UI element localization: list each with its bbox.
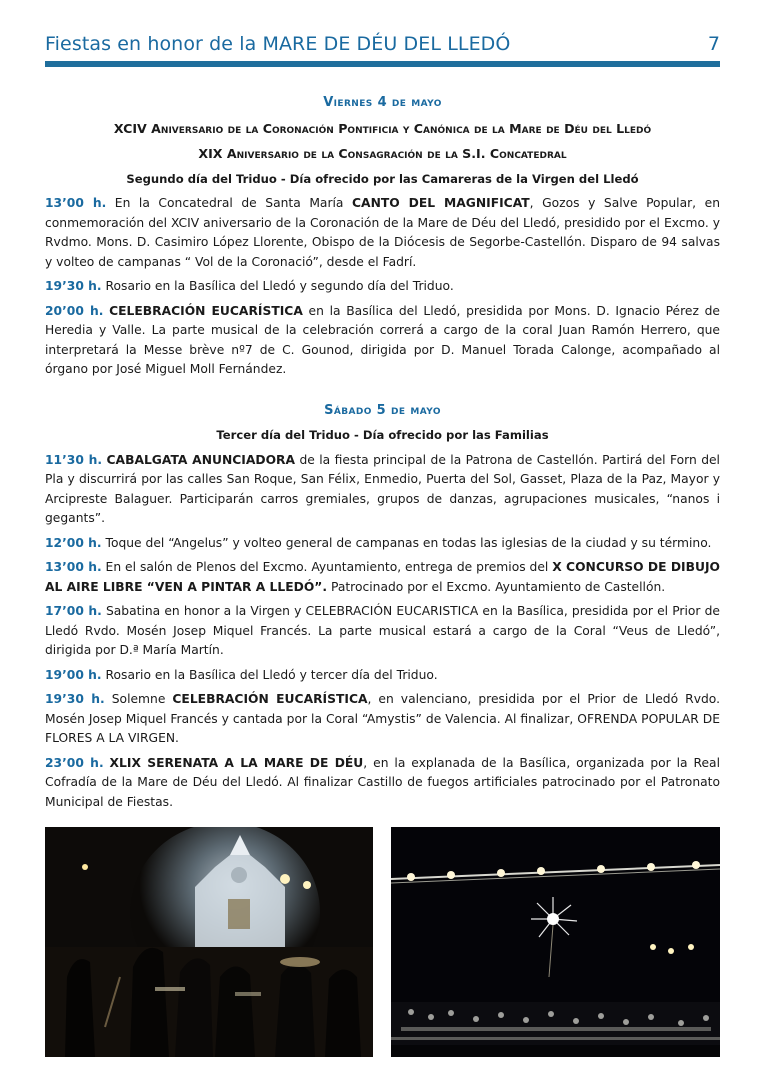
event-time: 13’00 h. [45, 196, 107, 210]
event-item [45, 534, 720, 554]
event-time: 17’00 h. [45, 604, 102, 618]
friday-subtitle: Segundo día del Triduo - Día ofrecido por las Camareras de la Virgen del Lledó [126, 171, 639, 186]
main-content [45, 93, 720, 817]
event-text: Solemne [104, 692, 173, 706]
event-highlight: CELEBRACIÓN EUCARÍSTICA [172, 692, 368, 706]
event-time: 20’00 h. [45, 303, 104, 318]
event-highlight: CANTO DEL MAGNIFICAT [352, 196, 530, 210]
event-item [45, 302, 720, 380]
event-text: Toque del “Angelus” y volteo general de campanas en todas las iglesias de la ciudad y su término. [101, 535, 712, 550]
event-time: 12’00 h. [45, 535, 102, 550]
event-time: 19’30 h. [45, 279, 102, 293]
header-title: Fiestas en honor de la MARE DE DÉU DEL LLEDÓ [45, 33, 511, 55]
event-time: 13’00 h. [45, 560, 102, 574]
event-text: en la Basílica del Lledó, presidida por Mons. D. Ignacio Pérez de Heredia y Valle. La parte musical de la celebración correrá a cargo de la coral Juan Ramón Herrero, que interpretará la Messe brève nº7 de C. Gounod, dirigida por D. Manuel Torada Calonge, acompañado al órgano por José Miguel Moll Fernández. [45, 303, 720, 376]
photo-strip [45, 827, 720, 1057]
event-time: 11’30 h. [45, 452, 103, 467]
event-item [45, 277, 720, 297]
event-time: 19’00 h. [45, 667, 102, 682]
event-text: Sabatina en honor a la Virgen y CELEBRACIÓN EUCARISTICA en la Basílica, presidida por el Prior de Lledó Rvdo. Mosén Josep Miquel Francés. La parte musical estará a cargo de la Coral “Veus de Lledó”, dirigida por D.ª María Martín. [45, 604, 720, 657]
event-highlight: XLIX SERENATA A LA MARE DE DÉU [109, 755, 364, 770]
event-text: , en la explanada de la Basílica, organizada por la Real Cofradía de la Mare de Déu del Lledó. Al finalizar Castillo de fuegos artificiales patrocinado por el Patronato Municipal de Fiestas. [45, 755, 721, 809]
event-item [45, 558, 720, 597]
event-time: 19’30 h. [45, 692, 105, 706]
event-item [45, 690, 720, 749]
event-text: En el salón de Plenos del Excmo. Ayuntamiento, entrega de premios del [101, 560, 553, 574]
page-header [45, 33, 720, 69]
page-number: 7 [707, 33, 720, 55]
event-item [45, 451, 720, 529]
saturday-title: Sábado 5 de mayo [324, 402, 441, 418]
event-text: En la Concatedral de Santa María [106, 196, 353, 210]
event-text: de la fiesta principal de la Patrona de Castellón. Partirá del Forn del Pla y discurrirá por las calles San Roque, San Félix, Enmedio, Puerta del Sol, Gasset, Plaza de la Paz, Mayor y Arcipreste Balaguer. Participarán carros gremiales, grupos de danzas, agrupaciones musicales, “nanos i gegants”. [45, 452, 720, 525]
event-text: , Gozos y Salve Popular, en conmemoración del XCIV aniversario de la Coronación de la Mare de Déu del Lledó, presidido por el Excmo. y Rvdmo. Mons. D. Casimiro López Llorente, Obispo de la Diócesis de Segorbe-Castellón. Disparo de 94 salvas y volteo de campanas “ Vol de la Coronació”, desde el Fadrí. [45, 196, 720, 269]
event-highlight: CABALGATA ANUNCIADORA [106, 452, 296, 467]
event-item [45, 754, 720, 813]
event-item [45, 666, 720, 686]
photo-night-orchestra-basilica [45, 827, 373, 1057]
event-text: , en valenciano, presidida por el Prior de Lledó Rvdo. Mosén Josep Miquel Francés y cantada por la Coral “Amystis” de Valencia. Al finalizar, OFRENDA POPULAR DE FLORES A LA VIRGEN. [45, 692, 720, 745]
event-text: Rosario en la Basílica del Lledó y segundo día del Triduo. [101, 279, 454, 293]
header-rule [45, 61, 720, 67]
event-item [45, 602, 720, 661]
event-time: 23’00 h. [45, 755, 104, 770]
saturday-subtitle: Tercer día del Triduo - Día ofrecido por las Familias [216, 428, 549, 442]
friday-title: Viernes 4 de mayo [323, 95, 442, 110]
photo-fireworks-concert [391, 827, 720, 1057]
friday-anniversary-2: XIX Aniversario de la Consagración de la S.I. Concatedral [198, 146, 567, 161]
friday-anniversary-1: XCIV Aniversario de la Coronación Pontificia y Canónica de la Mare de Déu del Lledó [113, 120, 652, 136]
event-text: Patrocinado por el Excmo. Ayuntamiento de Castellón. [327, 579, 666, 594]
event-text: Rosario en la Basílica del Lledó y tercer día del Triduo. [101, 667, 438, 682]
event-item [45, 194, 720, 272]
event-highlight: X CONCURSO DE DIBUJO AL AIRE LIBRE “VEN A PINTAR A LLEDÓ”. [45, 560, 720, 594]
event-highlight: CELEBRACIÓN EUCARÍSTICA [109, 303, 303, 318]
